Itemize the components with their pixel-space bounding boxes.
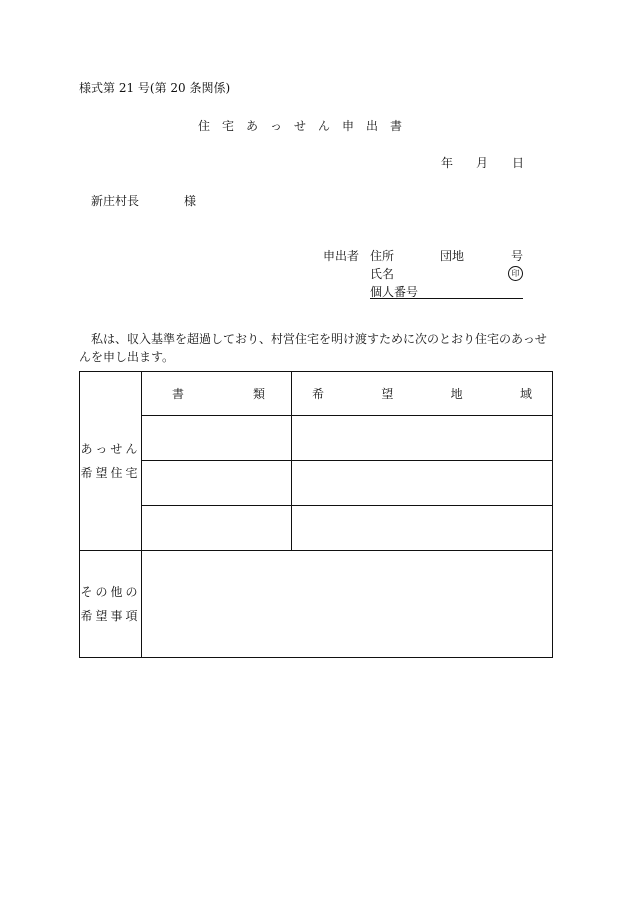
body-text: 私は、収入基準を超過しており、村営住宅を明け渡すために次のとおり住宅のあっせんを申し出ます。 (79, 332, 547, 364)
desired-housing-label (80, 372, 142, 551)
other-requests-label (80, 551, 142, 658)
area-header-char1: 希 (312, 387, 325, 401)
table-row (80, 506, 553, 551)
documents-header (142, 372, 292, 416)
seal-mark: 印 (508, 266, 523, 281)
date-year: 年 (441, 156, 454, 170)
documents-header-char2: 類 (252, 387, 265, 401)
area-cell[interactable] (292, 506, 553, 551)
other-requests-cell[interactable] (142, 551, 553, 658)
individual-number-underline (370, 298, 523, 299)
number-label: 号 (511, 249, 524, 263)
table-header-row (80, 372, 553, 416)
other-requests-label-line2: 希望事項 (80, 609, 141, 623)
area-cell[interactable] (292, 416, 553, 461)
other-requests-label-line1: その他の (80, 585, 141, 599)
area-header-char4: 域 (519, 387, 532, 401)
table-row (80, 461, 553, 506)
addressee-name: 新庄村長 (91, 194, 140, 208)
area-cell[interactable] (292, 461, 553, 506)
housing-request-table (79, 371, 553, 658)
area-header (292, 372, 553, 416)
form-number: 様式第 21 号(第 20 条関係) (79, 81, 231, 95)
address-label: 住所 (370, 249, 395, 263)
complex-label: 団地 (440, 249, 465, 263)
area-header-char3: 地 (450, 387, 463, 401)
desired-housing-label-line1: あっせん (80, 442, 141, 456)
documents-cell[interactable] (142, 461, 292, 506)
date-month: 月 (476, 156, 489, 170)
other-requests-row (80, 551, 553, 658)
date-day: 日 (512, 156, 525, 170)
desired-housing-label-line2: 希望住宅 (80, 466, 141, 480)
documents-header-char1: 書 (172, 387, 185, 401)
applicant-label: 申出者 (323, 249, 360, 263)
name-label: 氏名 (370, 267, 395, 281)
documents-cell[interactable] (142, 416, 292, 461)
addressee-honorific: 様 (184, 194, 197, 208)
individual-number-label: 個人番号 (370, 285, 419, 299)
documents-cell[interactable] (142, 506, 292, 551)
form-title: 住 宅 あ っ せ ん 申 出 書 (198, 119, 403, 133)
table-row (80, 416, 553, 461)
area-header-char2: 望 (381, 387, 394, 401)
